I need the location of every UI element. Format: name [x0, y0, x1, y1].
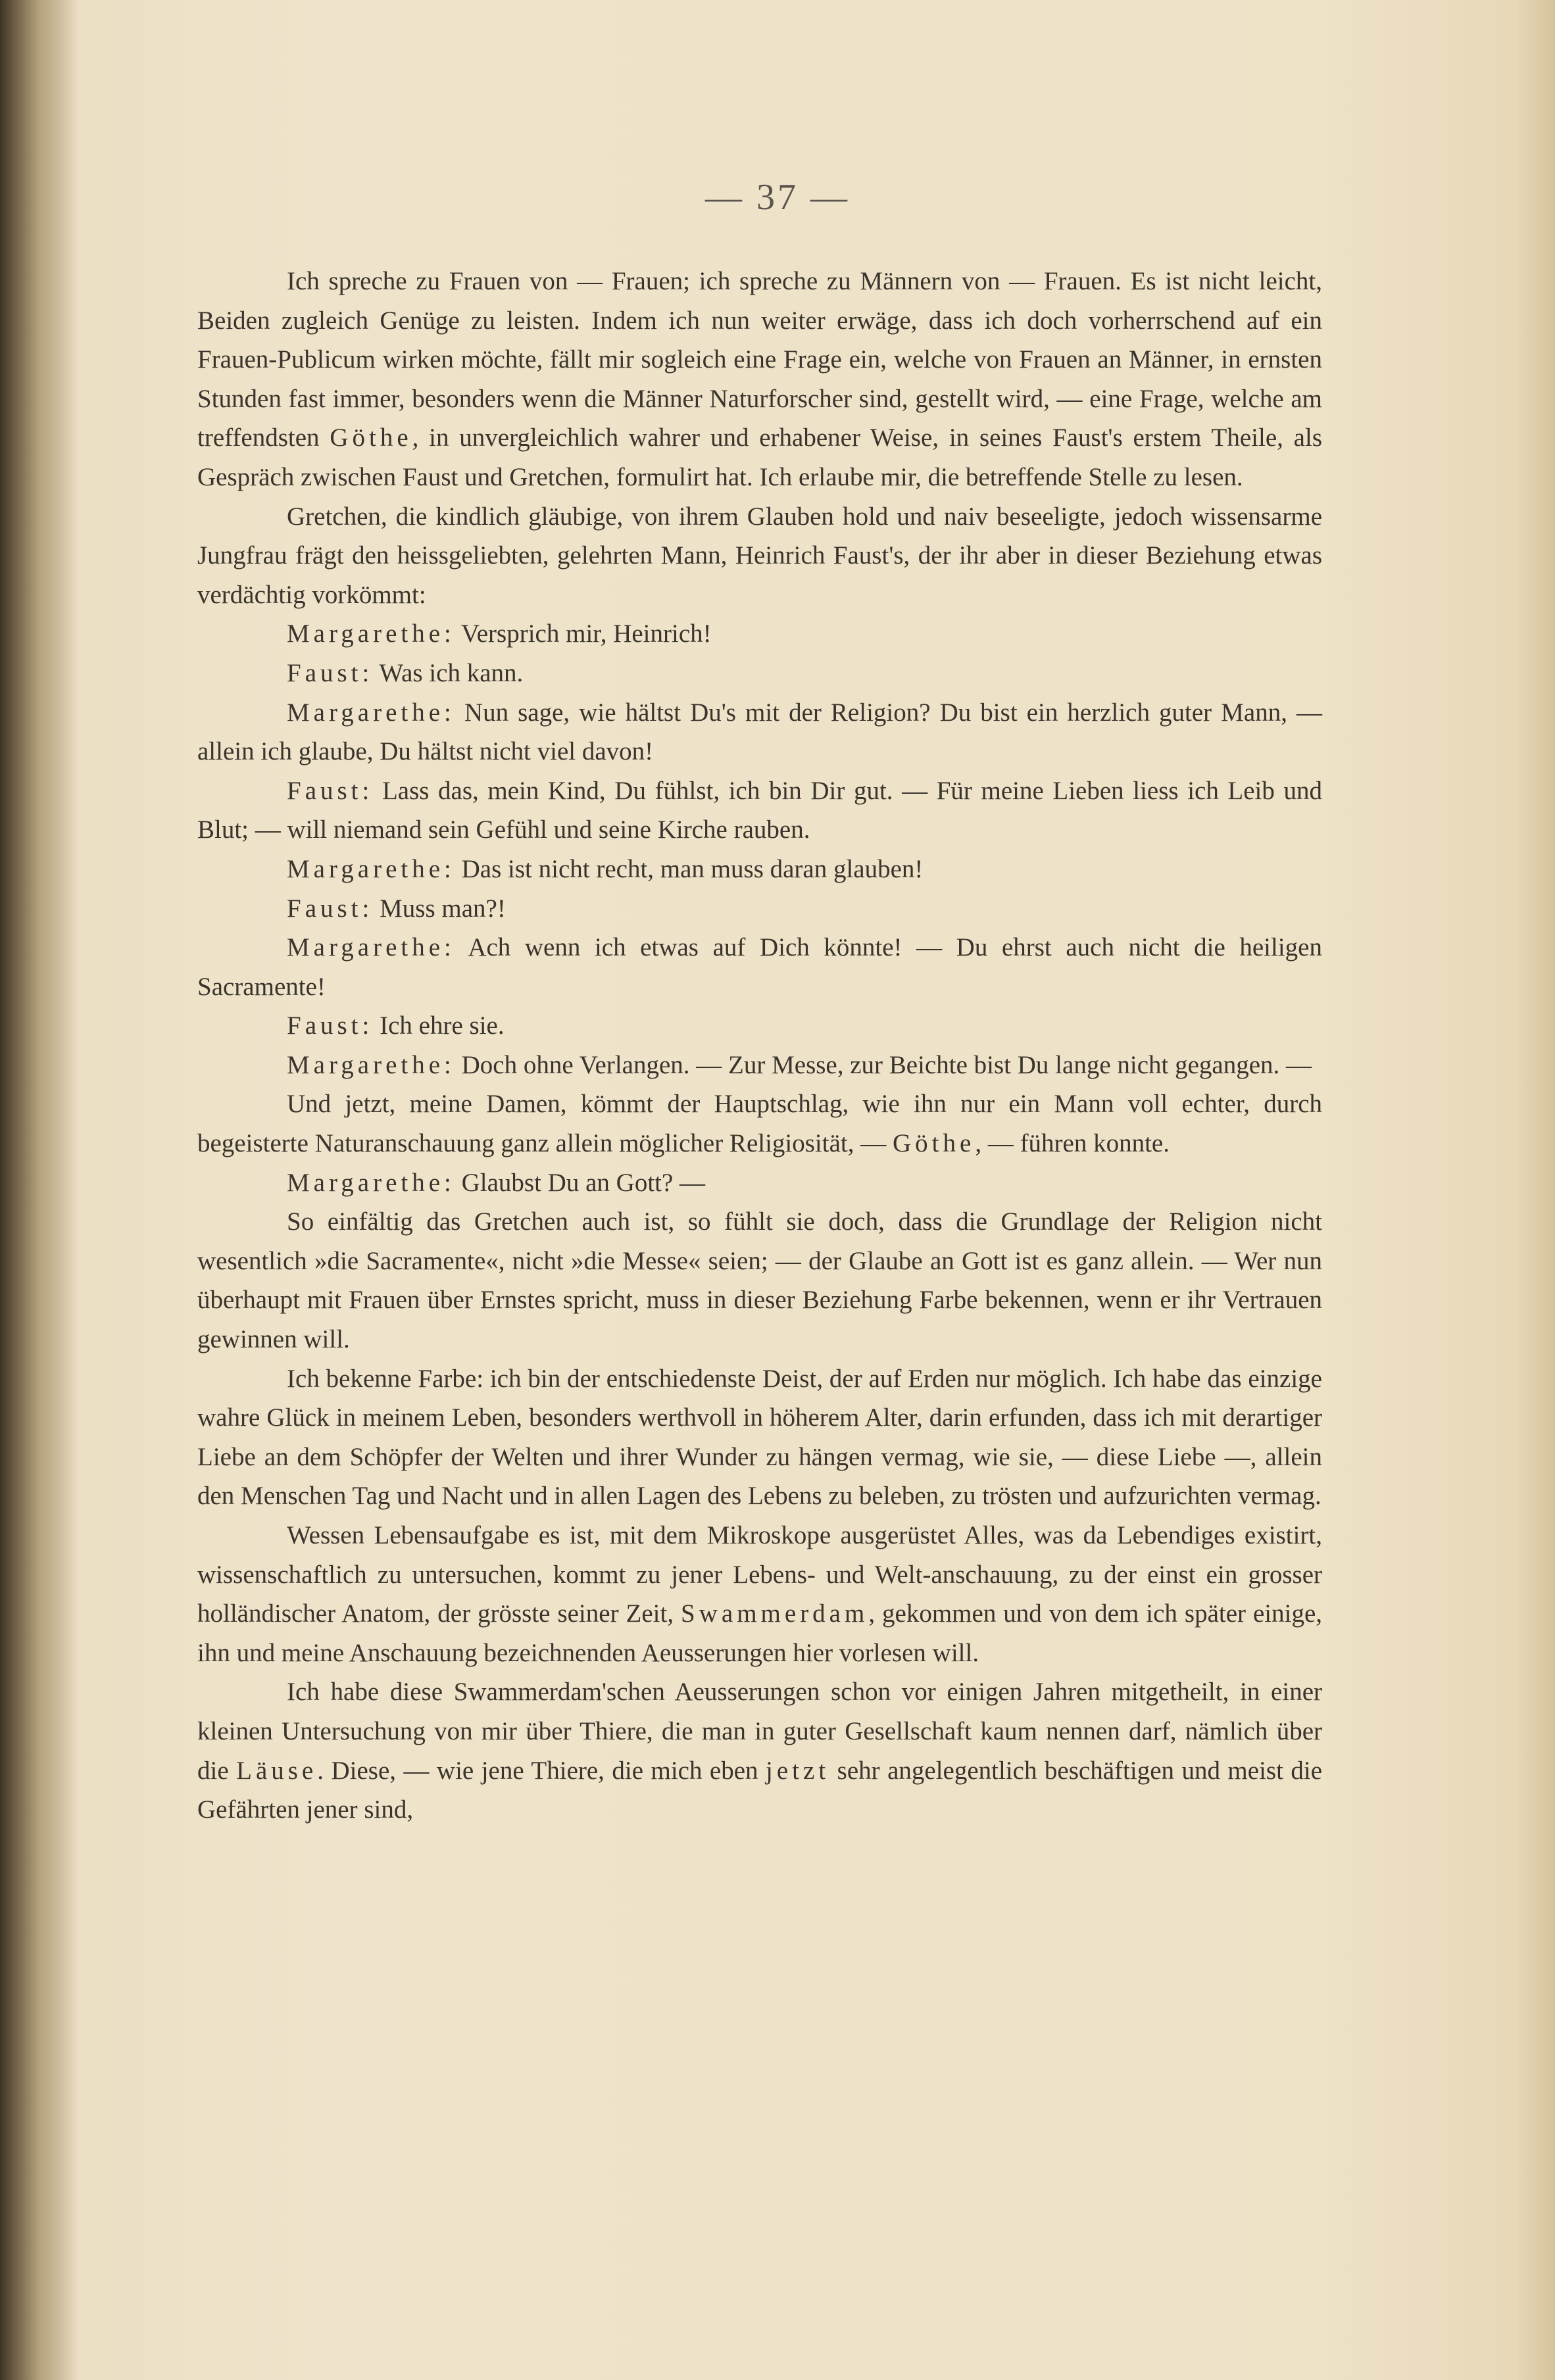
speaker-name: Margarethe: [287, 698, 455, 727]
dialogue-text: Glaubst Du an Gott? — [461, 1168, 706, 1197]
dialogue-line [197, 889, 1322, 929]
dialogue-line [197, 693, 1322, 771]
dialogue-line [197, 850, 1322, 889]
paragraph-7-text: Ich habe diese Swammerdam'schen Aeusserungen schon vor einigen Jahren mitgetheilt, in einer kleinen Untersuchung von mir über Thiere, die man in guter Gesellschaft kaum nennen darf, nämlich über die [197, 1678, 1322, 1785]
speaker-name: Margarethe: [287, 1168, 455, 1197]
paragraph-7 [197, 1672, 1322, 1829]
emphasized-name: Göthe [330, 424, 412, 452]
emphasized-name: Swammerdam [681, 1599, 869, 1628]
paragraph-7-mid: . Diese, — wie jene Thiere, die mich eben [317, 1756, 758, 1785]
dialogue-text: Doch ohne Verlangen. — Zur Messe, zur Beichte bist Du lange nicht gegangen. — [461, 1050, 1312, 1079]
book-binding-shadow [0, 0, 79, 2380]
emphasized-word: Läuse [236, 1756, 318, 1785]
dialogue-text: Das ist nicht recht, man muss daran glauben! [461, 854, 924, 883]
dialogue-text: Lass das, mein Kind, Du fühlst, ich bin Dir gut. — Für meine Lieben liess ich Leib und Blut; — will niemand sein Gefühl und seine Kirche rauben. [197, 776, 1322, 844]
speaker-name: Faust: [287, 658, 374, 687]
paragraph-7-rest: sehr angelegentlich beschäftigen und meist die Gefährten jener sind, [197, 1756, 1323, 1824]
paragraph-3-rest: , — führen konnte. [975, 1129, 1170, 1158]
paragraph-1-text: Ich spreche zu Frauen von — Frauen; ich spreche zu Männern von — Frauen. Es ist nicht leicht, Beiden zugleich Genüge zu leisten. Indem ich nun weiter erwäge, dass ich doch vorherrschend auf ein Frauen-Publicum wirken möchte, fällt mir sogleich eine Frage ein, welche von Frauen an Männer, in ernsten Stunden fast immer, besonders wenn die Männer Naturforscher sind, gestellt wird, — eine Frage, welche am treffendsten [197, 267, 1322, 452]
paragraph-3-text: Und jetzt, meine Damen, kömmt der Hauptschlag, wie ihn nur ein Mann voll echter, durch begeisterte Naturanschauung ganz allein möglicher Religiosität, — [197, 1090, 1322, 1158]
dialogue-line [197, 614, 1322, 654]
dialogue-text: Versprich mir, Heinrich! [460, 619, 712, 648]
dialogue-text: Ich ehre sie. [380, 1011, 505, 1040]
speaker-name: Margarethe: [287, 933, 455, 962]
dialogue-line [197, 771, 1322, 850]
dialogue-line [197, 1163, 1322, 1203]
speaker-name: Faust: [287, 776, 374, 805]
dialogue-line [197, 928, 1322, 1006]
paragraph-4: So einfältig das Gretchen auch ist, so fühlt sie doch, dass die Grundlage der Religion nicht wesentlich »die Sacramente«, nicht »die Messe« seien; — der Glaube an Gott ist es ganz allein. — Wer nun überhaupt mit Frauen über Ernstes spricht, muss in dieser Beziehung Farbe bekennen, wenn er ihr Vertrauen gewinnen will. [197, 1207, 1322, 1354]
emphasized-word: jetzt [766, 1756, 830, 1785]
paragraph-6 [197, 1516, 1322, 1672]
dialogue-line [197, 654, 1322, 693]
dialogue-text: Nun sage, wie hältst Du's mit der Religion? Du bist ein herzlich guter Mann, — allein ich glaube, Du hältst nicht viel davon! [197, 698, 1322, 766]
page-number: — 37 — [705, 177, 850, 218]
paragraph-6-rest: , gekommen und von dem ich später einige, ihn und meine Anschauung bezeichnenden Aeusserungen hier vorlesen will. [197, 1599, 1323, 1667]
speaker-name: Faust: [287, 894, 374, 923]
page-edge-shadow [1516, 0, 1555, 2380]
dialogue-line [197, 1006, 1322, 1046]
paragraph-1 [197, 262, 1322, 497]
dialogue-line [197, 1046, 1322, 1085]
speaker-name: Margarethe: [287, 854, 455, 883]
speaker-name: Margarethe: [287, 619, 455, 648]
paragraph-1-rest: , in unvergleichlich wahrer und erhabener Weise, in seines Faust's erstem Theile, als Gespräch zwischen Faust und Gretchen, formulirt hat. Ich erlaube mir, die betreffende Stelle zu lesen. [197, 424, 1323, 491]
paragraph-3 [197, 1084, 1322, 1163]
dialogue-text: Was ich kann. [379, 658, 524, 687]
paragraph-5: Ich bekenne Farbe: ich bin der entschiedenste Deist, der auf Erden nur möglich. Ich habe das einzige wahre Glück in meinem Leben, besonders werthvoll in höherem Alter, darin erfunden, dass ich mit derartiger Liebe an dem Schöpfer der Welten und ihrer Wunder zu hängen vermag, wie sie, — diese Liebe —, allein den Menschen Tag und Nacht und in allen Lagen des Lebens zu beleben, zu trösten und aufzurichten vermag. [197, 1364, 1322, 1511]
paragraph-2: Gretchen, die kindlich gläubige, von ihrem Glauben hold und naiv beseeligte, jedoch wissensarme Jungfrau frägt den heissgeliebten, gelehrten Mann, Heinrich Faust's, der ihr aber in dieser Beziehung etwas verdächtig vorkömmt: [197, 502, 1322, 609]
paragraph-6-text: Wessen Lebensaufgabe es ist, mit dem Mikroskope ausgerüstet Alles, was da Lebendiges existirt, wissenschaftlich zu untersuchen, kommt zu jener Lebens- und Welt-anschauung, zu der einst ein grosser holländischer Anatom, der grösste seiner Zeit, [197, 1521, 1322, 1628]
dialogue-text: Ach wenn ich etwas auf Dich könnte! — Du ehrst auch nicht die heiligen Sacramente! [197, 933, 1322, 1001]
speaker-name: Margarethe: [287, 1050, 455, 1079]
dialogue-text: Muss man?! [380, 894, 506, 923]
emphasized-name: Göthe [893, 1129, 975, 1158]
body-text [197, 262, 1322, 1830]
speaker-name: Faust: [287, 1011, 374, 1040]
